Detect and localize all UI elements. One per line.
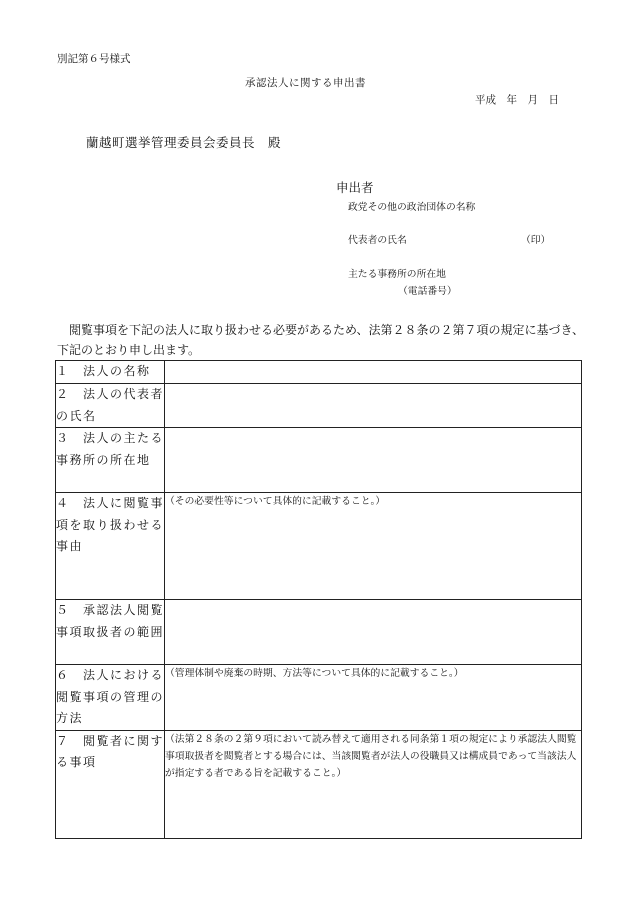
- office-label: 主たる事務所の所在地: [348, 269, 446, 280]
- org-name-label: 政党その他の政治団体の名称: [348, 202, 476, 213]
- table-row: [56, 384, 582, 428]
- rep-name-label: 代表者の氏名: [348, 235, 407, 246]
- row-label: ７ 閲覧者に関する事項: [56, 730, 165, 838]
- row-note[interactable]: [165, 428, 582, 493]
- row-label: ４ 法人に閲覧事項を取り扱わせる事由: [56, 493, 165, 600]
- table-row: [56, 600, 582, 665]
- seal-label: （印）: [521, 235, 551, 246]
- form-code: 別記第６号様式: [57, 53, 131, 65]
- applicant-heading: 申出者: [336, 180, 374, 195]
- row-note[interactable]: [165, 361, 582, 384]
- table-row: [56, 730, 582, 838]
- row-note[interactable]: [165, 600, 582, 665]
- row-label: ３ 法人の主たる事務所の所在地: [56, 428, 165, 493]
- addressee: 蘭越町選挙管理委員会委員長 殿: [86, 135, 282, 150]
- table-row: [56, 493, 582, 600]
- table-row: [56, 361, 582, 384]
- row-note[interactable]: （その必要性等について具体的に記載すること。）: [165, 493, 582, 600]
- row-label: ５ 承認法人閲覧事項取扱者の範囲: [56, 600, 165, 665]
- page-title: 承認法人に関する申出書: [245, 77, 366, 89]
- row-note[interactable]: （法第２８条の２第９項において読み替えて適用される同条第１項の規定により承認法人閲覧事項取扱者を閲覧者とする場合には、当該閲覧者が法人の役職員又は構成員であって当該法人が指定する者である旨を記載すること。）: [165, 730, 582, 838]
- phone-label: （電話番号）: [398, 286, 457, 297]
- row-note[interactable]: [165, 384, 582, 428]
- table-row: [56, 428, 582, 493]
- date-line: 平成 年 月 日: [475, 94, 559, 106]
- intro-text: 閲覧事項を下記の法人に取り扱わせる必要があるため、法第２８条の２第７項の規定に基づき、下記のとおり申し出ます。: [57, 323, 585, 357]
- table-row: [56, 665, 582, 731]
- application-table: [55, 360, 582, 839]
- row-note[interactable]: （管理体制や廃棄の時期、方法等について具体的に記載すること。）: [165, 665, 582, 731]
- row-label: ２ 法人の代表者の氏名: [56, 384, 165, 428]
- row-label: ６ 法人における閲覧事項の管理の方法: [56, 665, 165, 731]
- row-label: １ 法人の名称: [56, 361, 165, 384]
